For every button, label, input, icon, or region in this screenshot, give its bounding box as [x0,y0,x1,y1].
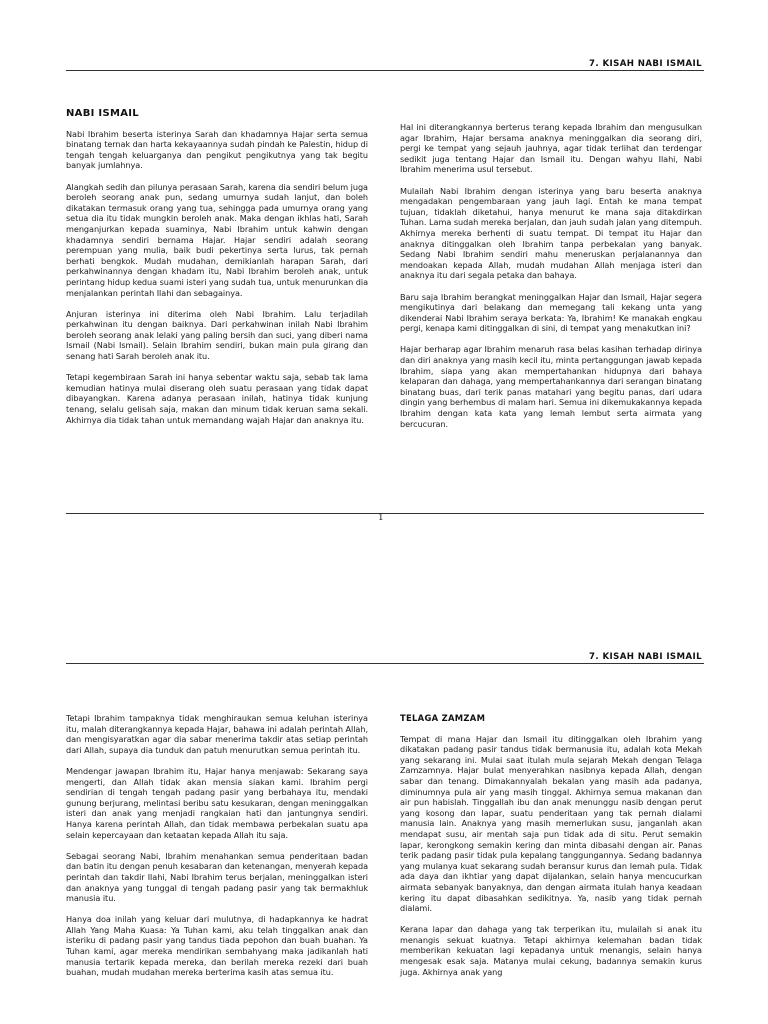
paragraph: Tetapi kegembiraan Sarah ini hanya sebentar waktu saja, sebab tak lama kemudian hatinya mulai diserang oleh suatu perasaan yang tidak dapat dibayangkan. Karena adanya perasaan inilah, hatinya tidak kunjung tenang, selalu gelisah saja, makan dan minum tidak keruan sama sekali. Akhirnya dia tidak tahan untuk memandang wajah Hajar dan anaknya itu. [66,372,368,425]
footer-rule [66,513,704,514]
page2-left-column [66,713,368,988]
page1-left-column [66,109,368,436]
paragraph: Hajar berharap agar Ibrahim menaruh rasa belas kasihan terhadap dirinya dan diri anaknya yang masih kecil itu, minta pertanggungan jawab kepada Ibrahim, siapa yang akan mempertahankan hidupnya dari bahaya kelaparan dan dahaga, yang mempertahankannya dari serangan binatang binatang buas, dari terik panas matahari yang begitu panas, dari udara dingin yang berhembus di malam hari. Semua ini dikemukakannya kepada Ibrahim dengan kata kata yang lemah lembut serta airmata yang bercucuran. [400,344,702,429]
section-title: NABI ISMAIL [66,108,139,119]
header-rule [66,70,704,71]
section-title: TELAGA ZAMZAM [400,713,486,723]
paragraph: Baru saja Ibrahim berangkat meninggalkan Hajar dan Ismail, Hajar segera mengikutinya dari belakang dan memegang tali kekang unta yang dikenderai Nabi Ibrahim seraya berkata: Ya, Ibrahim! Ke manakah engkau pergi, kenapa kami ditinggalkan di sini, di tempat yang menakutkan ini? [400,291,702,334]
book-page-2 [0,600,768,1024]
running-header: 7. KISAH NABI ISMAIL [589,652,702,662]
paragraph: Mulailah Nabi Ibrahim dengan isterinya yang baru beserta anaknya mengadakan pengembaraan yang jauh lagi. Entah ke mana tempat tujuan, tidaklah diketahui, hanya menurut ke mana saja ditakdirkan Tuhan. Lama sudah mereka berjalan, dan jauh sudah jalan yang ditempuh. Akhirnya mereka berhenti di suatu tempat. Di tempat itu Hajar dan anaknya ditinggalkan oleh Ibrahim tanpa perbekalan yang banyak. Sedang Nabi Ibrahim sendiri mahu meneruskan perjalanannya dan mendoakan kepada Allah, mudah mudahan Allah menjaga isteri dan anaknya itu dari segala petaka dan bahaya. [400,185,702,281]
page1-right-column [400,122,702,440]
paragraph: Nabi Ibrahim beserta isterinya Sarah dan khadamnya Hajar serta semua binatang ternak dan harta kekayaannya sudah pindah ke Palestin, hidup di tengah tengah keluarganya dan pengikut pengikutnya yang tak begitu banyak jumlahnya. [66,128,368,171]
paragraph: Sebagai seorang Nabi, Ibrahim menahankan semua penderitaan badan dan batin itu dengan penuh kesabaran dan ketenangan, menyerah kepada perintah dan takdir Ilahi, Nabi Ibrahim terus berjalan, meninggalkan isteri dan anaknya yang tunggal di tengah padang pasir yang tak bermakhluk manusia itu. [66,850,368,904]
header-rule [66,663,704,664]
paragraph: Kerana lapar dan dahaga yang tak terperikan itu, mulailah si anak itu menangis sekuat kuatnya. Tetapi akhirnya kelemahan badan tidak memberikan kekuatan lagi kepadanya untuk menangis, selain hanya mengesak esak saja. Matanya mulai cekung, badannya semakin kurus juga. Akhirnya anak yang [400,924,702,977]
page-number: 1 [378,513,384,523]
paragraph: Hal ini diterangkannya berterus terang kepada Ibrahim dan mengusulkan agar Ibrahim, Hajar bersama anaknya meninggalkan dia seorang diri, pergi ke tempat yang sejauh jauhnya, agar tidak terlihat dan terdengar sedikit juga tentang Hajar dan Ismail itu. Dengan wahyu Ilahi, Nabi Ibrahim menerima usul tersebut. [400,122,702,175]
paragraph: Anjuran isterinya ini diterima oleh Nabi Ibrahim. Lalu terjadilah perkahwinan itu dengan baiknya. Dari perkahwinan inilah Nabi Ibrahim beroleh seorang anak lelaki yang paling bersih dan suci, yang diberi nama Ismail (Nabi Ismail). Selain Ibrahim sendiri, bukan main pula girang dan senang hati Sarah beroleh anak itu. [66,308,368,362]
paragraph: Tempat di mana Hajar dan Ismail itu ditinggalkan oleh Ibrahim yang dikatakan padang pasir tandus tidak bermanusia itu, adalah kota Mekah yang sekarang ini. Mulai saat itulah mula sejarah Mekah dengan Telaga Zamzamnya. Hajar bulat menyerahkan nasibnya kepada Allah, dengan sabar dan tenang. Dimakannyalah bekalan yang masih ada padanya, diminumnya pula air yang masih tinggal. Akhirnya semua makanan dan air pun habislah. Tinggallah ibu dan anak menunggu nasib dengan perut yang kosong dan lapar, suatu penderitaan yang tak pernah dialami manusia lain. Anaknya yang masih memerlukan susu, janganlah akan mendapat susu, air mentah saja pun tidak ada di situ. Perut semakin lapar, kerongkong semakin kering dan minta dibasahi dengan air. Panas terik padang pasir tidak pula kepalang tanggungannya. Sedang badannya yang mulanya kuat sekarang sudah beransur kurus dan lemah pula. Tidak ada daya dan ikhtiar yang dapat dijalankan, selain hanya mencucurkan airmata sebanyak banyaknya, dan dengan airmata itulah hanya keadaan kering itu dapat dibasahkan sedikitnya. Ya, nasib yang tidak pernah dialami. [400,733,702,914]
paragraph: Tetapi Ibrahim tampaknya tidak menghiraukan semua keluhan isterinya itu, malah diterangkannya kepada Hajar, bahawa ini adalah perintah Allah, dan mengisyaratkan agar dia sabar menerima takdir atas setiap perintah dari Allah, supaya dia tunduk dan patuh menurutkan semua perintah itu. [66,713,368,755]
paragraph: Mendengar jawapan Ibrahim itu, Hajar hanya menjawab: Sekarang saya mengerti, dan Allah tidak akan mensia siakan kami. Ibrahim pergi sendirian di tengah tengah padang pasir yang berbahaya itu, mendaki gunung berjurang, melintasi beribu satu kesukaran, dengan meninggalkan isteri dan anak yang menjadi rangkaian hati dan jantungnya sendiri. Hanya karena perintah Allah, dan tidak membawa perbekalan suatu apa selain kepercayaan dan ketaatan kepada Allah itu saja. [66,765,368,840]
paragraph: Hanya doa inilah yang keluar dari mulutnya, di hadapkannya ke hadrat Allah Yang Maha Kuasa: Ya Tuhan kami, aku telah tinggalkan anak dan isteriku di padang pasir yang tandus tiada pepohon dan buah buahan. Ya Tuhan kami, agar mereka mendirikan sembahyang maka jadikanlah hati manusia tertarik kepada mereka, dan berilah mereka rezeki dari buah buahan, mudah mudahan mereka berterima kasih atas semua itu. [66,914,368,978]
running-header: 7. KISAH NABI ISMAIL [589,59,702,69]
paragraph: Alangkah sedih dan pilunya perasaan Sarah, karena dia sendiri belum juga beroleh seorang anak pun, sedang umurnya sudah lanjut, dan boleh dikatakan termasuk orang yang tua, sehingga pada umurnya orang yang setua dia itu tidak mungkin beroleh anak. Maka dengan ikhlas hati, Sarah menganjurkan kepada suaminya, Nabi Ibrahim untuk kahwin dengan khadamnya sendiri bernama Hajar. Hajar sendiri adalah seorang perempuan yang mulia, baik budi pekertinya serta lurus, tak pernah berhati bengkok. Mudah mudahan, demikianlah harapan Sarah, dari perkahwinannya dengan khadam itu, Nabi Ibrahim beroleh anak, untuk perintang hidup kedua suami isteri yang sudah tua, untuk menurunkan dia menjalankan perintah Ilahi dan sebagainya. [66,181,368,298]
page2-right-column [400,713,702,988]
